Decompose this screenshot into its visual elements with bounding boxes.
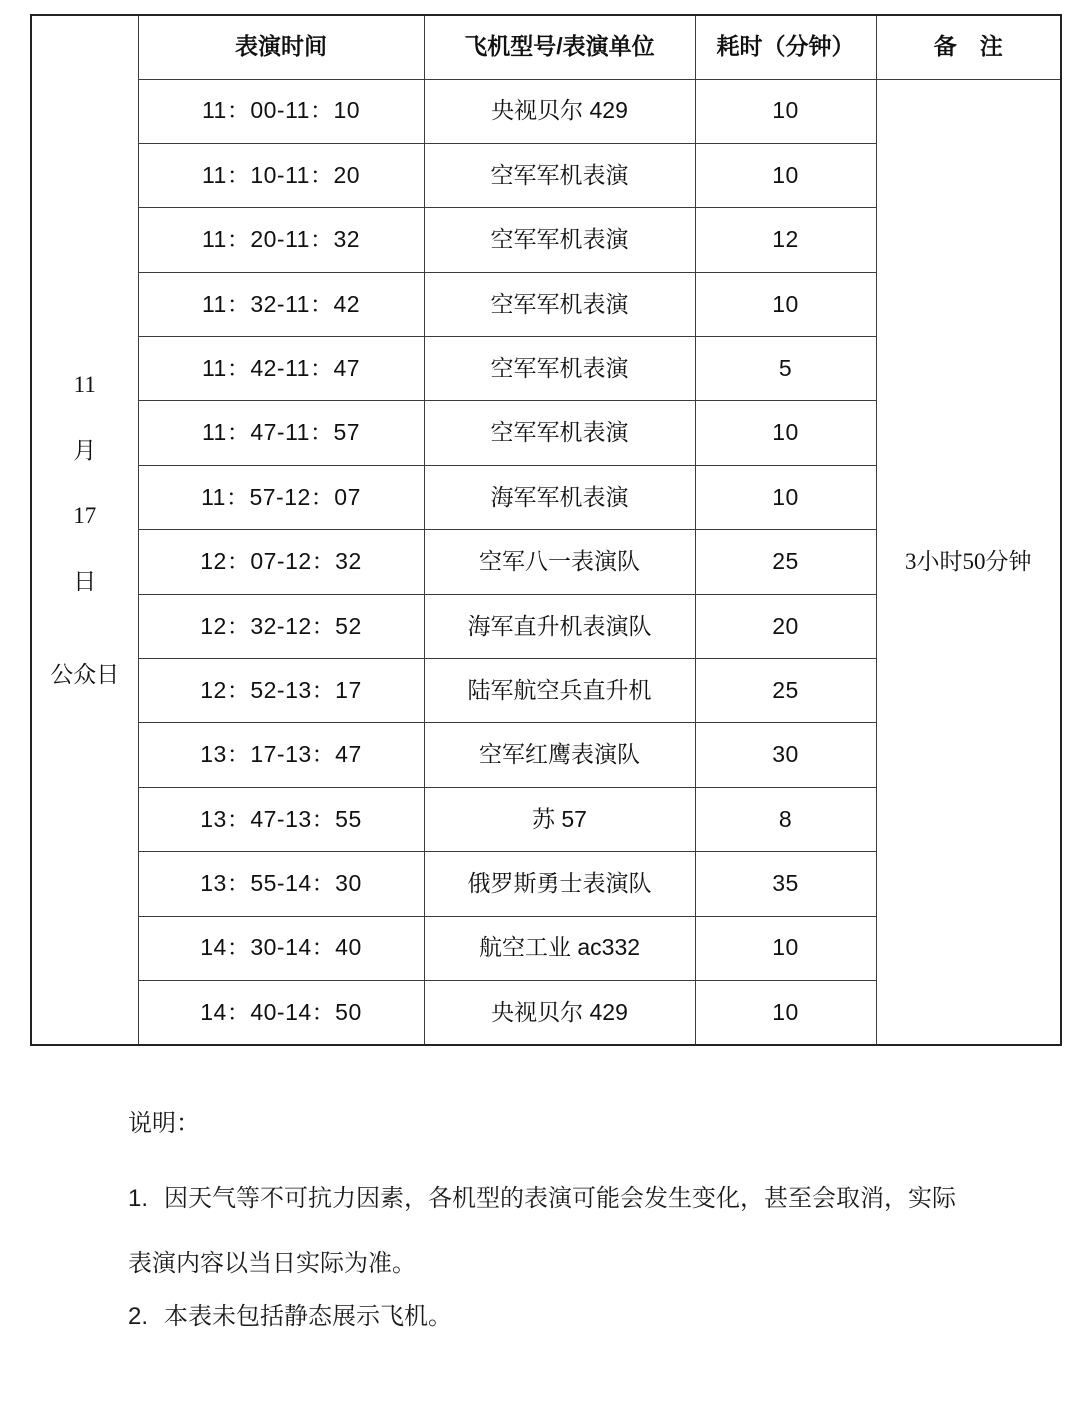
date-public-day-label: 公众日 xyxy=(50,662,120,688)
time-cell: 11：47-11：57 xyxy=(138,401,424,465)
note-item-2 xyxy=(128,1296,452,1331)
time-cell: 14：40-14：50 xyxy=(138,980,424,1044)
unit-cell: 苏 57 xyxy=(424,787,695,851)
time-cell: 11：10-11：20 xyxy=(138,143,424,207)
note-item-1-line-2: 表演内容以当日实际为准。 xyxy=(128,1250,416,1277)
note-item-2-text: 本表未包括静态展示飞机。 xyxy=(164,1303,453,1330)
note-item-1-text: 因天气等不可抗力因素，各机型的表演可能会发生变化，甚至会取消，实际 xyxy=(164,1185,957,1212)
duration-cell: 5 xyxy=(695,337,876,401)
unit-cell: 空军军机表演 xyxy=(424,337,695,401)
note-item-1-number: 1. xyxy=(128,1185,149,1212)
time-cell: 12：52-13：17 xyxy=(138,659,424,723)
unit-cell: 空军军机表演 xyxy=(424,272,695,336)
duration-cell: 20 xyxy=(695,594,876,658)
time-cell: 11：42-11：47 xyxy=(138,337,424,401)
time-cell: 12：07-12：32 xyxy=(138,530,424,594)
time-cell: 11：57-12：07 xyxy=(138,465,424,529)
duration-cell: 25 xyxy=(695,659,876,723)
table-row xyxy=(31,79,1061,143)
time-cell: 13：55-14：30 xyxy=(138,852,424,916)
date-month-char: 月 xyxy=(73,437,97,463)
unit-cell: 央视贝尔 429 xyxy=(424,79,695,143)
unit-cell: 俄罗斯勇士表演队 xyxy=(424,852,695,916)
time-cell: 11：20-11：32 xyxy=(138,208,424,272)
duration-cell: 10 xyxy=(695,980,876,1044)
duration-cell: 10 xyxy=(695,401,876,465)
duration-cell: 10 xyxy=(695,79,876,143)
table-header-row xyxy=(31,15,1061,79)
header-unit: 飞机型号/表演单位 xyxy=(424,15,695,79)
time-cell: 14：30-14：40 xyxy=(138,916,424,980)
unit-cell: 海军直升机表演队 xyxy=(424,594,695,658)
unit-cell: 空军八一表演队 xyxy=(424,530,695,594)
unit-cell: 海军军机表演 xyxy=(424,465,695,529)
date-day-number: 17 xyxy=(73,503,97,529)
time-cell: 13：47-13：55 xyxy=(138,787,424,851)
notes-title: 说明： xyxy=(128,1110,200,1137)
time-cell: 13：17-13：47 xyxy=(138,723,424,787)
duration-cell: 12 xyxy=(695,208,876,272)
time-cell: 11：32-11：42 xyxy=(138,272,424,336)
duration-cell: 10 xyxy=(695,916,876,980)
unit-cell: 航空工业 ac332 xyxy=(424,916,695,980)
duration-cell: 35 xyxy=(695,852,876,916)
unit-cell: 空军军机表演 xyxy=(424,143,695,207)
time-cell: 11：00-11：10 xyxy=(138,79,424,143)
header-remark: 备 注 xyxy=(876,15,1061,79)
note-item-2-number: 2. xyxy=(128,1303,149,1330)
unit-cell: 央视贝尔 429 xyxy=(424,980,695,1044)
unit-cell: 空军军机表演 xyxy=(424,401,695,465)
remark-total-duration-cell: 3小时50分钟 xyxy=(876,79,1061,1045)
duration-cell: 25 xyxy=(695,530,876,594)
unit-cell: 陆军航空兵直升机 xyxy=(424,659,695,723)
note-item-1-line-1 xyxy=(128,1178,956,1213)
duration-cell: 30 xyxy=(695,723,876,787)
date-month-number: 11 xyxy=(73,371,96,397)
duration-cell: 10 xyxy=(695,272,876,336)
time-cell: 12：32-12：52 xyxy=(138,594,424,658)
duration-cell: 8 xyxy=(695,787,876,851)
header-time: 表演时间 xyxy=(138,15,424,79)
unit-cell: 空军军机表演 xyxy=(424,208,695,272)
duration-cell: 10 xyxy=(695,143,876,207)
date-day-char: 日 xyxy=(73,568,97,594)
date-cell xyxy=(31,15,138,1045)
date-label xyxy=(32,371,138,689)
duration-cell: 10 xyxy=(695,465,876,529)
unit-cell: 空军红鹰表演队 xyxy=(424,723,695,787)
header-duration: 耗时（分钟） xyxy=(695,15,876,79)
schedule-table xyxy=(30,14,1062,1046)
